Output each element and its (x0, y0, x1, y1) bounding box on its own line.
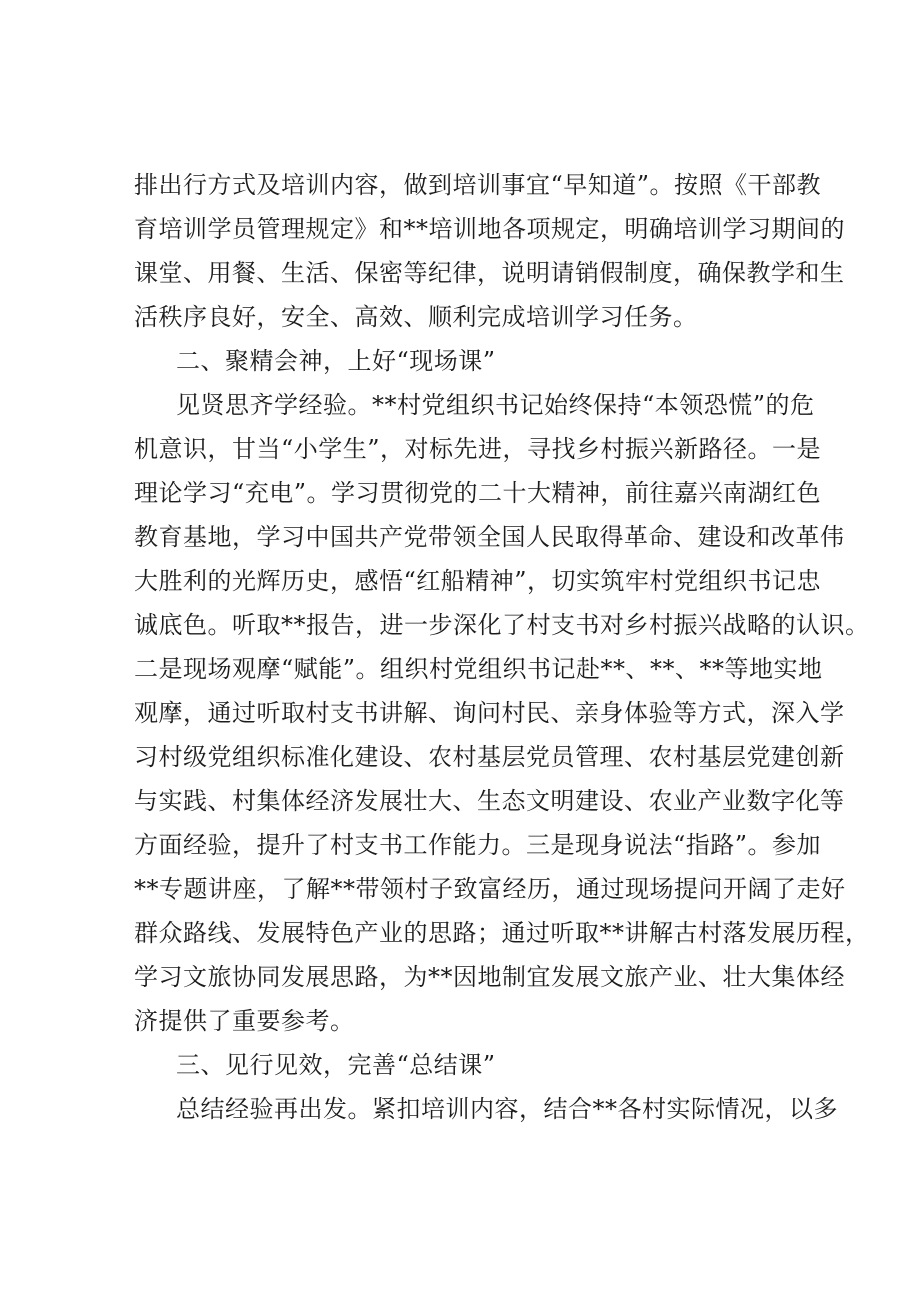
paragraph-line: 群众路线、发展特色产业的思路；通过听取**讲解古村落发展历程， (134, 919, 870, 947)
paragraph-line: 总结经验再出发。紧扣培训内容，结合**各村实际情况，以多 (176, 1095, 838, 1123)
paragraph-line: 教育基地，学习中国共产党带领全国人民取得革命、建设和改革伟 (134, 523, 845, 551)
paragraph-line: 理论学习“充电”。学习贯彻党的二十大精神，前往嘉兴南湖红色 (134, 479, 822, 507)
paragraph-line: 诚底色。听取**报告，进一步深化了村支书对乡村振兴战略的认识。 (134, 611, 870, 639)
paragraph-line: 大胜利的光辉历史，感悟“红船精神”，切实筑牢村党组织书记忠 (134, 567, 822, 595)
paragraph-line: 方面经验，提升了村支书工作能力。三是现身说法“指路”。参加 (134, 831, 822, 859)
paragraph-line: 济提供了重要参考。 (134, 1007, 355, 1035)
paragraph-line: 观摩，通过听取村支书讲解、询问村民、亲身体验等方式，深入学 (134, 699, 845, 727)
section-heading: 二、聚精会神，上好“现场课” (176, 347, 496, 375)
section-heading: 三、见行见效，完善“总结课” (176, 1051, 496, 1079)
paragraph-line: 与实践、村集体经济发展壮大、生态文明建设、农业产业数字化等 (134, 787, 845, 815)
paragraph-line: **专题讲座，了解**带领村子致富经历，通过现场提问开阔了走好 (134, 875, 846, 903)
paragraph-line: 见贤思齐学经验。**村党组织书记始终保持“本领恐慌”的危 (176, 391, 815, 419)
paragraph-line: 习村级党组织标准化建设、农村基层党员管理、农村基层党建创新 (134, 743, 845, 771)
paragraph-line: 学习文旅协同发展思路，为**因地制宜发展文旅产业、壮大集体经 (134, 963, 845, 991)
paragraph-line: 二是现场观摩“赋能”。组织村党组织书记赴**、**、**等地实地 (134, 655, 823, 683)
paragraph-line: 活秩序良好，安全、高效、顺利完成培训学习任务。 (134, 303, 698, 331)
paragraph-line: 课堂、用餐、生活、保密等纪律，说明请销假制度，确保教学和生 (134, 259, 845, 287)
paragraph-line: 机意识，甘当“小学生”，对标先进，寻找乡村振兴新路径。一是 (134, 435, 822, 463)
paragraph-line: 育培训学员管理规定》和**培训地各项规定，明确培训学习期间的 (134, 215, 845, 243)
paragraph-line: 排出行方式及培训内容，做到培训事宜“早知道”。按照《干部教 (134, 171, 822, 199)
